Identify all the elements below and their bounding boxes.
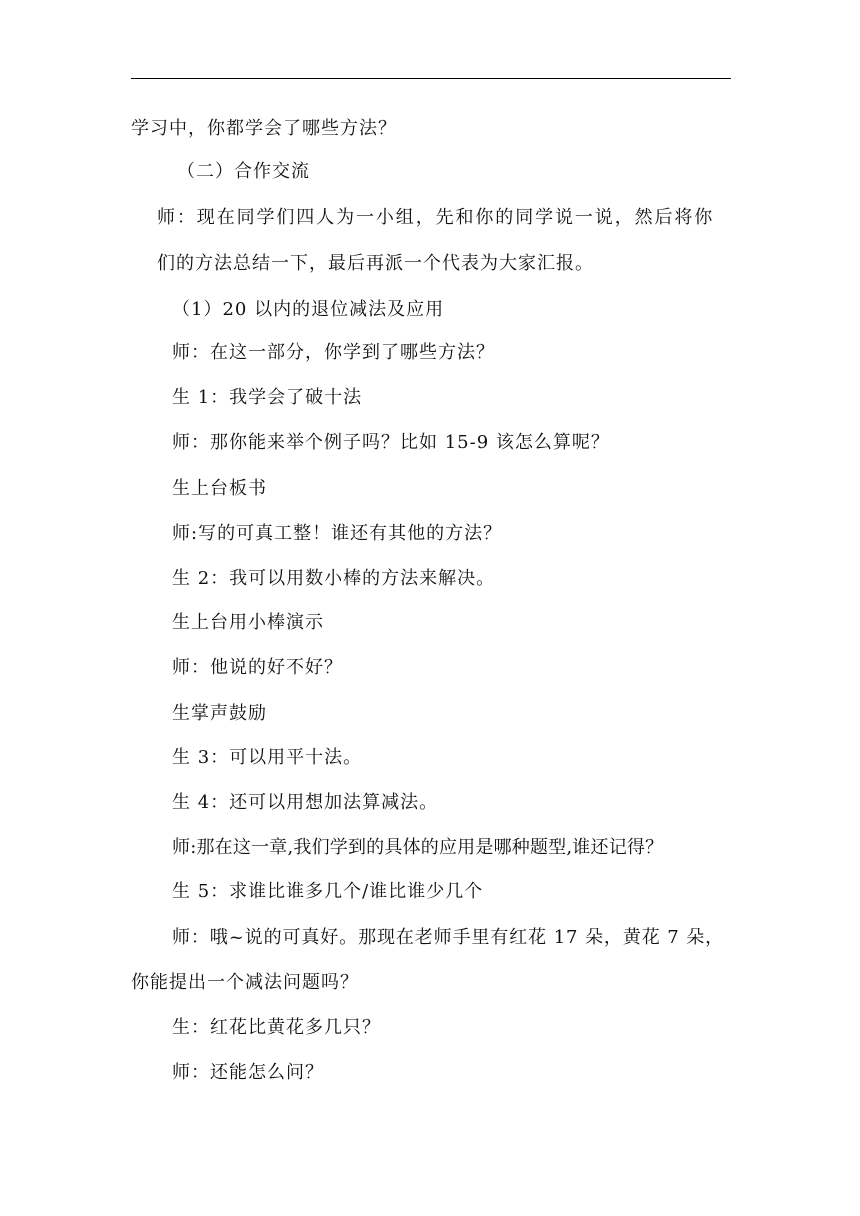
dialogue-line: 师:写的可真工整！谁还有其他的方法？ bbox=[172, 523, 503, 544]
dialogue-line: 师：那你能来举个例子吗？比如 15-9 该怎么算呢？ bbox=[172, 432, 610, 453]
dialogue-line: 师：在这一部分，你学到了哪些方法？ bbox=[172, 342, 495, 363]
dialogue-line: 生 3：可以用平十法。 bbox=[172, 747, 363, 768]
dialogue-line: 师:那在这一章,我们学到的具体的应用是哪种题型,谁还记得？ bbox=[172, 837, 664, 858]
dialogue-line: 生掌声鼓励 bbox=[172, 703, 267, 724]
dialogue-line: 师：还能怎么问？ bbox=[172, 1062, 324, 1083]
text-line: 师：现在同学们四人为一小组，先和你的同学说一说，然后将你 bbox=[157, 207, 715, 228]
dialogue-line: 生上台用小棒演示 bbox=[172, 612, 324, 633]
dialogue-line: 师：哦~说的可真好。那现在老师手里有红花 17 朵，黄花 7 朵， bbox=[172, 927, 725, 948]
text-line: 们的方法总结一下，最后再派一个代表为大家汇报。 bbox=[157, 253, 594, 274]
subsection-heading: （1）20 以内的退位减法及应用 bbox=[172, 299, 445, 320]
text-line: 学习中，你都学会了哪些方法？ bbox=[131, 118, 397, 139]
dialogue-line: 生 5：求谁比谁多几个/谁比谁少几个 bbox=[172, 881, 484, 902]
header-rule bbox=[131, 78, 731, 79]
text-line: 你能提出一个减法问题吗？ bbox=[131, 972, 359, 993]
dialogue-line: 生 4：还可以用想加法算减法。 bbox=[172, 792, 439, 813]
dialogue-line: 生：红花比黄花多几只？ bbox=[172, 1017, 381, 1038]
dialogue-line: 师：他说的好不好？ bbox=[172, 657, 343, 678]
dialogue-line: 生上台板书 bbox=[172, 478, 267, 499]
section-heading: （二）合作交流 bbox=[177, 161, 310, 182]
dialogue-line: 生 2：我可以用数小棒的方法来解决。 bbox=[172, 568, 496, 589]
dialogue-line: 生 1：我学会了破十法 bbox=[172, 387, 363, 408]
